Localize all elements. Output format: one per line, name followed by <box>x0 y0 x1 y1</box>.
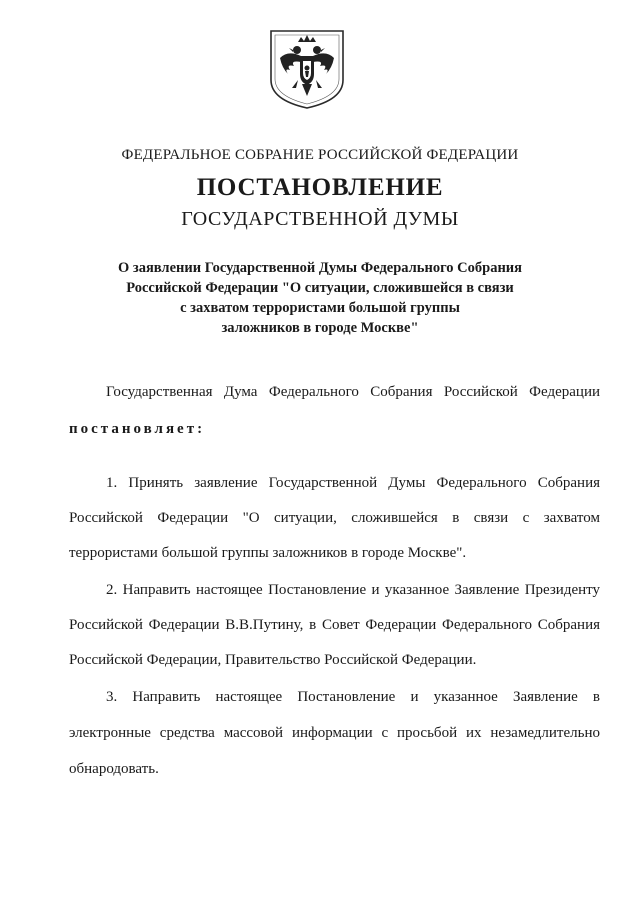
item-1-line-1: 1. Принять заявление Государственной Думы Федерального Собрания <box>106 475 600 491</box>
item-3-line-1: 3. Направить настоящее Постановление и указанное Заявление в <box>106 689 600 705</box>
preamble-text: Государственная Дума Федерального Собрания Российской Федерации <box>106 384 600 400</box>
item-1-line-3: террористами большой группы заложников в городе Москве". <box>69 545 467 561</box>
coat-of-arms-emblem <box>268 28 346 110</box>
item-2-line-3: Российской Федерации, Правительство Российской Федерации. <box>69 652 477 668</box>
organization-heading: ФЕДЕРАЛЬНОЕ СОБРАНИЕ РОССИЙСКОЙ ФЕДЕРАЦИИ <box>121 147 519 163</box>
item-2-line-2: Российской Федерации В.В.Путину, в Совет Федерации Федерального Собрания <box>69 617 600 633</box>
subject-line: О заявлении Государственной Думы Федерального Собрания <box>117 260 523 276</box>
document-subject <box>60 258 580 338</box>
issuer-subtitle: ГОСУДАРСТВЕННОЙ ДУМЫ <box>181 208 459 230</box>
decree-word: постановляет: <box>69 421 206 437</box>
subject-line: Российской Федерации "О ситуации, сложившейся в связи <box>126 280 514 296</box>
item-3-line-2: электронные средства массовой информации с просьбой их незамедлительно <box>69 725 600 741</box>
item-2-line-1: 2. Направить настоящее Постановление и указанное Заявление Президенту <box>106 582 600 598</box>
subject-line: заложников в городе Москве" <box>221 320 419 336</box>
item-1-line-2: Российской Федерации "О ситуации, сложившейся в связи с захватом <box>69 510 600 526</box>
item-3-line-3: обнародовать. <box>69 761 159 777</box>
subject-line: с захватом террористами большой группы <box>180 300 460 316</box>
document-type-title: ПОСТАНОВЛЕНИЕ <box>196 174 444 201</box>
